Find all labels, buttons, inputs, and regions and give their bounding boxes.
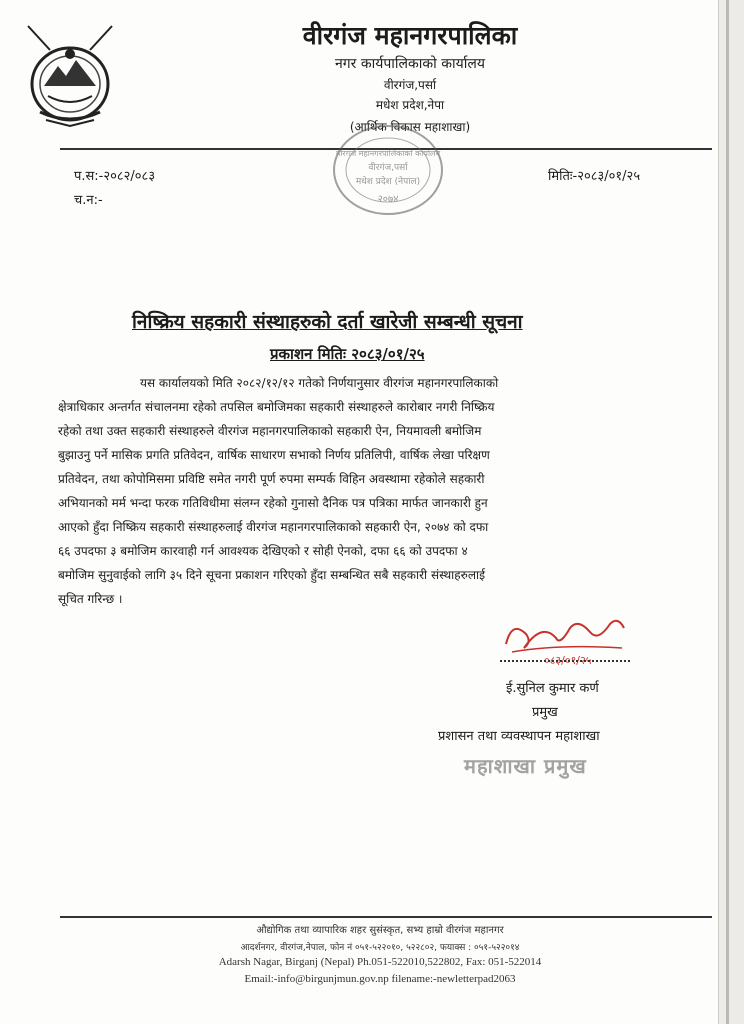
notice-body-line: क्षेत्राधिकार अन्तर्गत संचालनमा रहेको तपसिल बमोजिमका सहकारी संस्थाहरुले कारोबार नगरी निष्क्रिय bbox=[58, 400, 495, 414]
notice-body-line: बुझाउनु पर्ने मासिक प्रगति प्रतिवेदन, वार्षिक साधारण सभाको निर्णय प्रतिलिपी, वार्षिक लेखा परिक्षण bbox=[58, 448, 490, 462]
role-rubber-stamp: महाशाखा प्रमुख bbox=[464, 754, 587, 778]
stamp-line: वीरगंज,पर्सा bbox=[368, 163, 408, 173]
signatory-name: ई.सुनिल कुमार कर्ण bbox=[506, 681, 599, 696]
stamp-line: वीरगंज महानगरपालिकाको कार्यालय bbox=[335, 149, 441, 158]
notice-body-line: रहेको तथा उक्त सहकारी संस्थाहरुले वीरगंज महानगरपालिकाको सहकारी ऐन, नियमावली बमोजिम bbox=[58, 424, 482, 438]
footer-address-english: Adarsh Nagar, Birganj (Nepal) Ph.051-522010,522802, Fax: 051-522014 bbox=[218, 956, 542, 968]
office-province: मधेश प्रदेश,नेपा bbox=[375, 98, 445, 112]
page-edge-shadow bbox=[726, 0, 729, 1024]
dispatch-number: च.न:- bbox=[74, 193, 103, 208]
signature-dotted-line bbox=[500, 660, 630, 662]
notice-body-line: यस कार्यालयको मिति २०८२/१२/१२ गतेको निर्णयानुसार वीरगंज महानगरपालिकाको bbox=[140, 376, 499, 390]
signature-date: ०८३/०१/२५ bbox=[544, 654, 592, 667]
footer-slogan: औद्योगिक तथा व्यापारिक शहर सुसंस्कृत, सभ्य हाम्रो वीरगंज महानगर bbox=[256, 925, 504, 936]
notice-body-line: आएको हुँदा निष्क्रिय सहकारी संस्थाहरुलाई वीरगंज महानगरपालिकाको सहकारी ऐन, २०७४ को दफा bbox=[58, 520, 489, 534]
stamp-line: मधेश प्रदेश (नेपाल) bbox=[355, 177, 421, 187]
notice-body-line: ६६ उपदफा ३ बमोजिम कारवाही गर्न आवश्यक देखिएको र सोही ऐनको, दफा ६६ को उपदफा ४ bbox=[58, 544, 468, 558]
footer-divider bbox=[60, 916, 712, 918]
page-edge bbox=[718, 0, 744, 1024]
notice-body-line: अभियानको मर्म भन्दा फरक गतिविधीमा संलग्न रहेको गुनासो दैनिक पत्र पत्रिका मार्फत जानकारी हुन bbox=[58, 496, 488, 510]
stamp-line: २०७४ bbox=[377, 194, 399, 205]
office-round-stamp bbox=[318, 118, 458, 228]
notice-body-line: प्रतिवेदन, तथा कोपोमिसमा प्रविष्टि समेत नगरी पूर्ण रुपमा सम्पर्क विहिन अवस्थामा रहेकोले सहकारी bbox=[58, 472, 485, 486]
municipality-title: वीरगंज महानगरपालिका bbox=[302, 21, 518, 50]
signatory-role: प्रमुख bbox=[532, 705, 558, 720]
notice-body-line: सूचित गरिन्छ । bbox=[58, 592, 123, 606]
signatory-branch: प्रशासन तथा व्यवस्थापन महाशाखा bbox=[438, 729, 600, 744]
footer-address-nepali: आदर्शनगर, वीरगंज,नेपाल, फोन नं ०५१-५२२०१०, ५२२८०२, फयाक्स : ०५१-५२२०१४ bbox=[240, 943, 520, 953]
letter-date: मितिः-२०८३/०१/२५ bbox=[548, 169, 641, 184]
footer-email: Email:-info@birgunjmun.gov.np filename:-newletterpad2063 bbox=[244, 973, 516, 985]
notice-body-line: बमोजिम सुनुवाईको लागि ३५ दिने सूचना प्रकाशन गरिएको हुँदा सम्बन्धित सबै सहकारी संस्थाहरुलाई bbox=[58, 568, 485, 582]
office-name: नगर कार्यपालिकाको कार्यालय bbox=[335, 56, 485, 72]
office-branch: (आर्थिक विकास महाशाखा) bbox=[349, 120, 471, 134]
publication-date: प्रकाशन मितिः २०८३/०१/२५ bbox=[270, 345, 425, 363]
office-city: वीरगंज,पर्सा bbox=[383, 78, 437, 92]
government-emblem-logo bbox=[24, 24, 116, 128]
reference-number: प.स:-२०८२/०८३ bbox=[74, 169, 156, 184]
notice-title: निष्क्रिय सहकारी संस्थाहरुको दर्ता खारेजी सम्बन्धी सूचना bbox=[132, 311, 523, 333]
